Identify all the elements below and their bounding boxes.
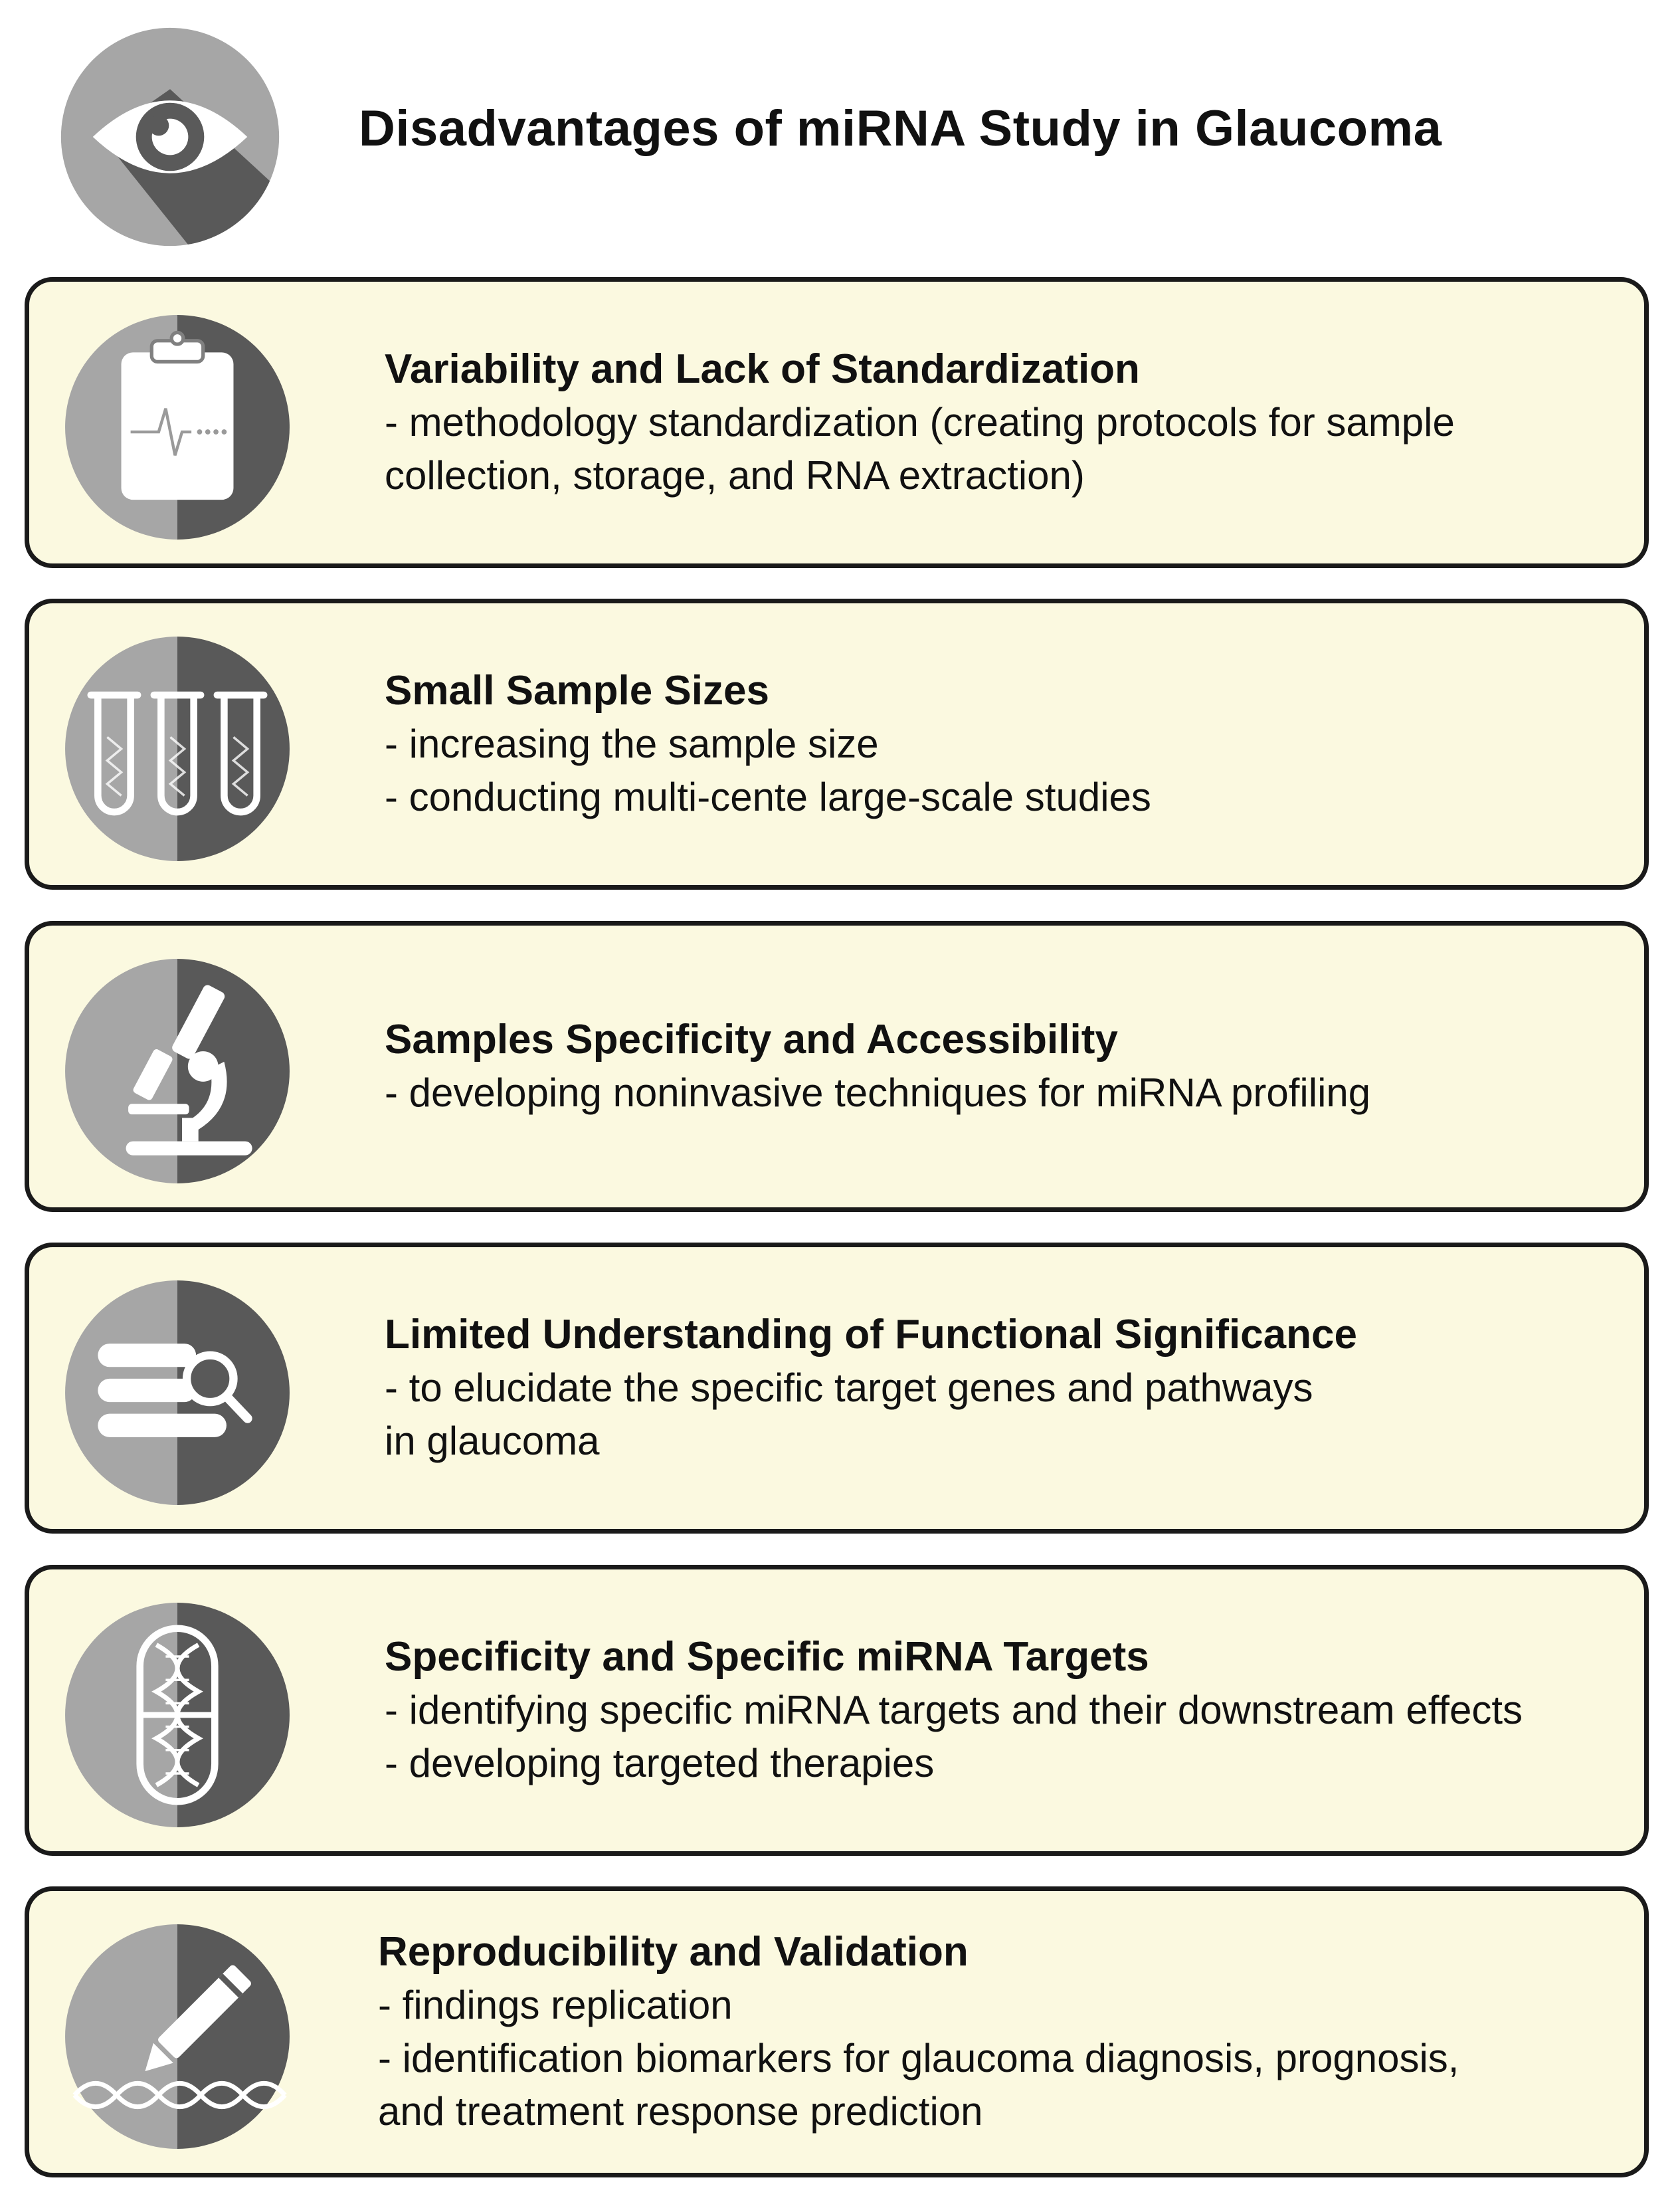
card-line: - developing targeted therapies (385, 1741, 935, 1785)
card-small-sample-sizes (25, 599, 1649, 890)
card-specific-mirna-targets (25, 1565, 1649, 1856)
card-text (385, 603, 1618, 885)
card-title: Limited Understanding of Functional Significance (385, 1312, 1357, 1357)
card-line: - to elucidate the specific target genes and pathways (385, 1365, 1313, 1410)
dna-capsule-icon (60, 1598, 294, 1832)
card-line: in glaucoma (385, 1419, 600, 1463)
card-text (378, 1891, 1618, 2173)
card-title: Small Sample Sizes (385, 668, 769, 714)
card-samples-specificity (25, 921, 1649, 1212)
card-line: - developing noninvasive techniques for miRNA profiling (385, 1070, 1371, 1115)
card-title: Variability and Lack of Standardization (385, 346, 1140, 392)
eye-icon (56, 23, 284, 251)
clipboard-ecg-icon (60, 310, 294, 544)
page-title: Disadvantages of miRNA Study in Glaucoma (359, 100, 1442, 157)
card-reproducibility-validation (25, 1886, 1649, 2177)
card-line: and treatment response prediction (378, 2089, 983, 2134)
card-limited-understanding (25, 1243, 1649, 1534)
card-line: - increasing the sample size (385, 722, 879, 766)
test-tubes-icon (60, 632, 294, 866)
microscope-icon (60, 954, 294, 1188)
books-magnifier-icon (60, 1276, 294, 1510)
card-line: - conducting multi-cente large-scale studies (385, 775, 1151, 819)
card-line: - identification biomarkers for glaucoma diagnosis, prognosis, (378, 2036, 1459, 2080)
card-line: - methodology standardization (creating protocols for sample (385, 400, 1455, 445)
card-text (385, 926, 1618, 1207)
card-title: Specificity and Specific miRNA Targets (385, 1634, 1149, 1680)
card-title: Samples Specificity and Accessibility (385, 1017, 1118, 1062)
card-text (385, 1569, 1618, 1851)
card-text (385, 282, 1618, 563)
header (0, 0, 1680, 259)
card-title: Reproducibility and Validation (378, 1929, 969, 1975)
card-line: - findings replication (378, 1983, 733, 2027)
pen-dna-icon (60, 1920, 294, 2154)
card-variability-standardization (25, 277, 1649, 568)
card-line: - identifying specific miRNA targets and their downstream effects (385, 1688, 1523, 1732)
card-text (385, 1247, 1618, 1529)
card-line: collection, storage, and RNA extraction) (385, 453, 1085, 498)
